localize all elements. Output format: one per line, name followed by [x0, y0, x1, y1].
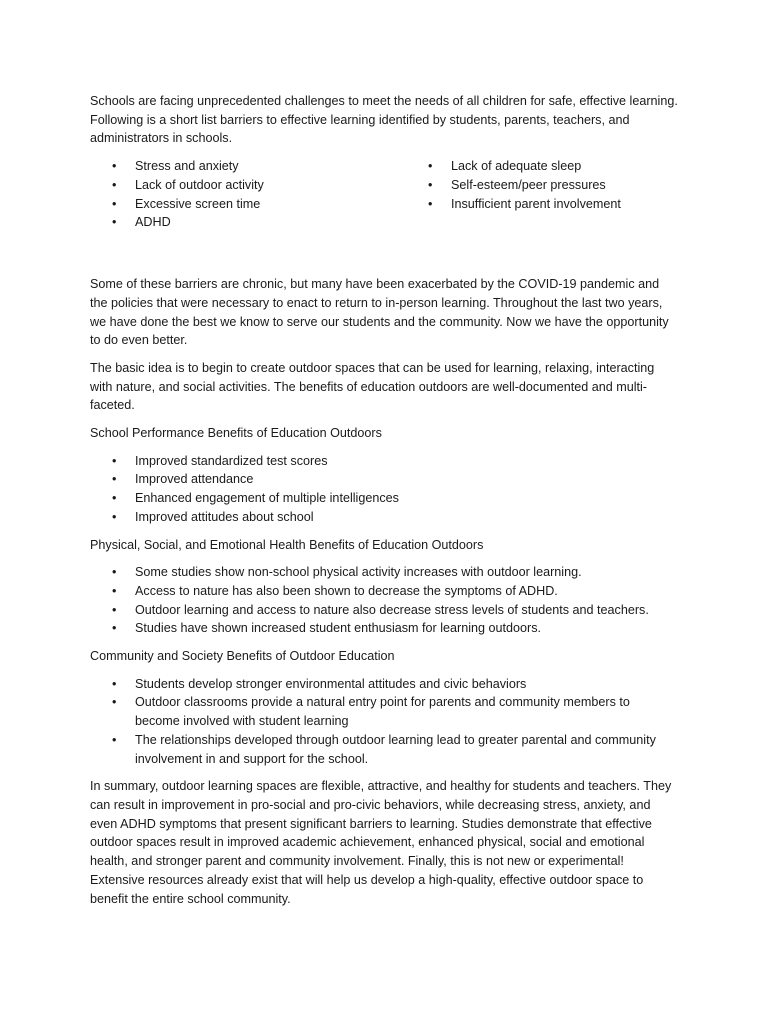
bullet-icon: •	[112, 732, 117, 747]
bullet-icon: •	[112, 583, 117, 598]
bullet-icon: •	[112, 676, 117, 691]
list-item: • Insufficient parent involvement	[406, 195, 678, 214]
bullet-icon: •	[112, 695, 117, 710]
list-item: • Studies have shown increased student enthusiasm for learning outdoors.	[90, 619, 678, 638]
bullet-icon: •	[428, 177, 433, 192]
list-item: • Self-esteem/peer pressures	[406, 176, 678, 195]
health-benefits-heading: Physical, Social, and Emotional Health Benefits of Education Outdoors	[90, 537, 484, 552]
bullet-icon: •	[112, 215, 117, 230]
bullet-icon: •	[112, 159, 117, 174]
bullet-icon: •	[112, 602, 117, 617]
list-item: • Improved attitudes about school	[90, 508, 678, 527]
bullet-icon: •	[428, 196, 433, 211]
community-benefits-heading: Community and Society Benefits of Outdoor Education	[90, 649, 395, 664]
idea-paragraph: The basic idea is to begin to create outdoor spaces that can be used for learning, relaxing, interacting with nature, and social activities. The benefits of education outdoors are well-documented and multi-faceted.	[90, 360, 655, 413]
list-item: • Outdoor classrooms provide a natural entry point for parents and community members to become involved with student learning	[112, 695, 630, 729]
list-item: • Outdoor learning and access to nature also decrease stress levels of students and teachers.	[90, 601, 678, 620]
health-benefits-list	[90, 563, 678, 638]
list-item: • Improved attendance	[90, 470, 678, 489]
summary-paragraph: In summary, outdoor learning spaces are flexible, attractive, and healthy for students and teachers. They can result in improvement in pro-social and pro-civic behaviors, while decreasing stress, anxiety, and even ADHD symptoms that present significant barriers to learning. Studies demonstrate that effective outdoor spaces result in improved academic achievement, enhanced physical, social and emotional health, and stronger parent and community involvement. Finally, this is not new or experimental! Extensive resources already exist that will help us develop a high-quality, effective outdoor space to benefit the entire school community.	[90, 779, 672, 906]
school-benefits-heading: School Performance Benefits of Education Outdoors	[90, 426, 382, 441]
bullet-icon: •	[112, 453, 117, 468]
bullet-icon: •	[428, 159, 433, 174]
barriers-list-right	[406, 157, 678, 213]
bullet-icon: •	[112, 509, 117, 524]
intro-paragraph: Schools are facing unprecedented challenges to meet the needs of all children for safe, effective learning. Following is a short list barriers to effective learning identified by students, parents, teachers, and administrators in schools.	[90, 94, 678, 146]
bullet-icon: •	[112, 196, 117, 211]
list-item: • ADHD	[90, 213, 410, 232]
bullet-icon: •	[112, 177, 117, 192]
list-item: • Stress and anxiety	[90, 157, 410, 176]
bullet-icon: •	[112, 491, 117, 506]
list-item: • Enhanced engagement of multiple intelligences	[90, 489, 678, 508]
list-item: • Improved standardized test scores	[90, 452, 678, 471]
bullet-icon: •	[112, 565, 117, 580]
list-item: • Students develop stronger environmental attitudes and civic behaviors	[90, 675, 678, 694]
spacer	[90, 233, 678, 275]
school-benefits-list	[90, 452, 678, 527]
list-item: • Access to nature has also been shown to decrease the symptoms of ADHD.	[90, 582, 678, 601]
list-item: • Some studies show non-school physical activity increases with outdoor learning.	[90, 563, 678, 582]
list-item: • Lack of outdoor activity	[90, 176, 410, 195]
list-item: • Excessive screen time	[90, 195, 410, 214]
community-benefits-list	[90, 675, 678, 769]
bullet-icon: •	[112, 472, 117, 487]
document-body	[90, 92, 678, 917]
list-item: • The relationships developed through outdoor learning lead to greater parental and community involvement in and support for the school.	[112, 732, 656, 766]
barriers-list	[90, 157, 678, 233]
list-item: • Lack of adequate sleep	[406, 157, 678, 176]
barriers-list-left	[90, 157, 410, 232]
bullet-icon: •	[112, 621, 117, 636]
covid-paragraph: Some of these barriers are chronic, but many have been exacerbated by the COVID-19 pandemic and the policies that were necessary to enact to return to in-person learning. Throughout the last two years, we have done the best we know to serve our students and the community. Now we have the opportunity to do even better.	[90, 277, 669, 348]
